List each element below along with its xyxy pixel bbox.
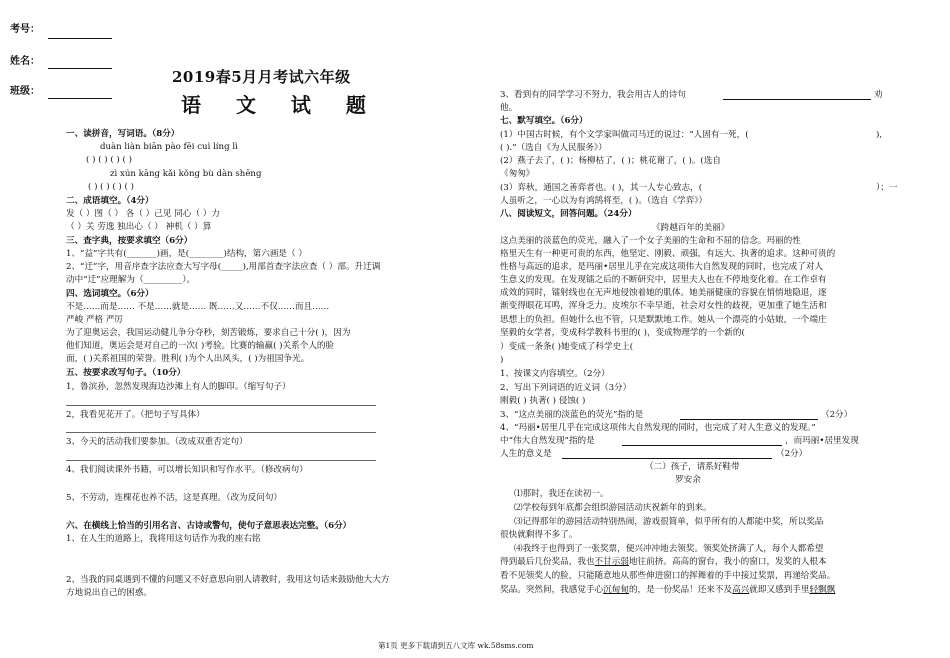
q8-title: 八、阅读短文，回答问题。（24分） [500,209,637,219]
passage2-line: 很快就剩得不多了。 [500,530,578,540]
q4-row4[interactable]: 他们知道，奥运会是对自己的一次( )考验。比赛的输赢( )关系个人的脸 [66,341,335,351]
q8-a3-answer-line[interactable] [680,419,818,420]
r-q3-prompt: 3、看到有的同学学习不努力，我会用古人的诗句 [500,90,686,100]
q7-row1-end: ), [876,130,883,140]
passage-line: 生意义的发现。在发现镭之后的不断研究中，居里夫人也在不停地变化着。在工作卓有 [500,275,827,285]
q1-pinyin-row1: duàn liàn biān pào fēi cuì líng lì [100,142,238,152]
q5-sentence3: 3、今天的活动我们要参加。（改成双重否定句） [66,437,248,447]
q3-row3[interactable]: 动中“迁”应理解为（_________）。 [66,275,196,285]
q3-row1[interactable]: 1、“益”字共有(_______)画，是(________)结构，第六画是（ ） [66,249,307,259]
q5-answer-line1[interactable] [66,405,376,406]
q5-sentence2: 2，我看见花开了。（把句子写具体） [66,410,205,420]
q8-a1: 1、按课文内容填空。（2分） [500,369,610,379]
q8-a4-line3: 人生的意义是 [500,449,552,459]
q3-title: 三、查字典，按要求填空（6分） [66,236,193,246]
q7-row6[interactable]: 人虽听之，一心以为有鸿鹄将至，( )。（选自《学弈》） [500,196,708,206]
q8-a4-line2: 中“伟大自然发现”指的是 [500,436,595,446]
q5-sentence1: 1，鲁滨孙，忽然发现海边沙滩上有人的脚印。（缩写句子） [66,382,291,392]
q2-row1[interactable]: 发（ ）图（ ） 各（ ）己见 同心（ ）力 [66,209,220,219]
q5-sentence4: 4、我们阅读课外书籍，可以增长知识和写作水平。（修改病句） [66,465,308,475]
q8-a4-line2-tail: ，而玛丽•居里发现 [785,436,859,446]
passage-line: 这点美丽的淡蓝色的荧光，融入了一个女子美丽的生命和不屈的信念。玛丽的性 [500,236,801,246]
text-span: 就即又感到手里 [749,585,810,595]
passage2-line: ⑴那时，我还在读初一。 [514,489,609,499]
q7-row2[interactable]: ( ).”（选自《为人民服务》） [500,143,607,153]
exam-title: 2019春5月月考试六年级 [172,68,351,86]
q1-blank-row2[interactable]: ( ) ( ) ( ) ( ) [88,182,134,192]
q5-title: 五、按要求改写句子。（10分） [66,368,186,378]
q5-sentence5: 5、不劳动，连棵花也养不活，这是真理。（改为反问句） [66,493,283,503]
passage-line: 思想上的负担。但她什么也不管，只是默默地工作。她从一个漂亮的小姑娘，一个端庄 [500,315,827,325]
exam-no-field[interactable] [48,38,112,39]
q8-a3: 3、“这点美丽的淡蓝色的荧光”指的是 [500,410,644,420]
q8-a3-score: （2分） [821,410,853,420]
q6-title: 六、在横线上恰当的引用名言、古诗或警句，使句子意思表达完整。（6分） [66,521,352,531]
q6-sentence1: 1、在人生的道路上，我将用这句话作为我的座右铭 [66,534,261,544]
class-label: 班级： [10,86,40,97]
passage-line: 性格与高远的追求，是玛丽•居里儿乎在完成这项伟大自然发现的同时，也完成了对人 [500,262,824,272]
q8-a2: 2、写出下列词语的近义词（3分） [500,383,632,393]
q7-row5-end: ）；一 [876,183,898,193]
passage-fill-line1[interactable]: 坚毅的女学者，变成科学教科书里的( )，变成物理学的一个新的( [500,328,745,338]
q4-row5[interactable]: 面，( )关系祖国的荣誉。胜利( )为个人出风头，( )为祖国争光。 [66,354,310,364]
q4-row3[interactable]: 为了迎奥运会，我国运动健儿争分夺秒，刻苦锻炼，要求自己十分( )，因为 [66,328,351,338]
q4-row2: 严峻 严格 严厉 [66,315,124,325]
q2-row2[interactable]: （ ）关 劳逸 独出心（ ） 神机（ ）算 [66,222,212,232]
passage-line: 成效的同时，镭射线也在无声地侵蚀着她的肌体。她美丽健康的容貌在悄悄地隐退，逐 [500,288,827,298]
exam-no-label: 考号： [10,24,40,35]
q7-title: 七、默写填空。（6分） [500,116,588,126]
q8-a4-score: （2分） [776,449,808,459]
q6-sentence2a: 2、当我的同桌遇到不懂的问题又不好意思向别人请教时，我用这句话来鼓励他大大方 [66,575,390,585]
q4-row1: 不是……而是…… 不是……就是…… 既……又……不仅……而且…… [66,302,330,312]
page-footer: 第1页 更多下载请到五八文库 wk.58sms.com [378,641,534,650]
q5-answer-line3[interactable] [66,460,376,461]
r-q3-suffix: 劝 [874,90,883,100]
passage2-line: ⑷我终于也得到了一张奖票，便兴冲冲地去领奖。领奖处挤满了人，每个人都希望 [514,544,824,554]
q7-row4: 《匆匆》 [500,169,535,179]
underlined-word: 高兴 [732,585,750,595]
passage2-author: 罗安余 [675,475,701,485]
passage2-line: ⑵学校每到年底都会组织游园活动庆祝新年的到来。 [514,503,712,513]
q7-row5[interactable]: (3）弈秋，通国之善弈者也。( )，其一人专心致志，( [500,183,703,193]
q6-sentence2b: 方地说出自己的困惑。 [66,588,152,598]
q5-answer-line2[interactable] [66,432,376,433]
q7-row1[interactable]: (1）中国古时候，有个文学家叫做司马迁的说过：“人固有一死，( [500,130,749,140]
passage-fill-line3: ) [500,355,504,365]
q2-title: 二、成语填空。（4分） [66,196,154,206]
name-label: 姓名： [10,56,40,67]
passage-fill-line2[interactable]: ）变成一条条( )她变成了科学史上( [500,342,634,352]
passage-line: 渐变得眼花耳鸣，浑身乏力。皮埃尔不幸早逝，社会对女性的歧视，更加重了她生活和 [500,301,827,311]
name-field[interactable] [48,68,112,69]
q8-a2-row[interactable]: 刚毅( ) 执著( ) 侵蚀( ) [500,396,586,406]
passage-line: 格里天生有一种更可贵的东西，他坚定、刚毅、顽强，有远大、执著的追求。这种可贵的 [500,249,836,259]
exam-subtitle: 语 文 试 题 [181,93,380,117]
r-q3-answer-line[interactable] [723,99,871,100]
class-field[interactable] [48,98,112,99]
underlined-word: 轻飘飘 [809,585,836,595]
q4-title: 四、选词填空。（6分） [66,289,154,299]
q8-a4: 4、“玛丽•居里几乎在完成这项伟大自然发现的同时，也完成了对人生意义的发现。” [500,423,816,433]
q7-row3[interactable]: (2）燕子去了，( )；杨柳枯了，( )；桃花谢了，( )。(选自 [500,156,721,166]
underlined-word: 不甘示弱 [594,557,629,567]
passage2-title: （二）孩子，请系好鞋带 [645,462,740,472]
underlined-word: 沉甸甸 [603,585,629,595]
q8-passage-title: 《跨越百年的美丽》 [652,223,730,233]
r-q3-tail: 他。 [500,103,518,113]
q1-blank-row1[interactable]: ( ) ( ) ( ) ( ) [86,155,132,165]
q8-a4-answer-line2[interactable] [562,458,772,459]
passage2-line-underlined [500,584,835,596]
q1-pinyin-row2: zì xún kāng kǎi kǒng bù dàn shēng [110,169,262,179]
q8-a4-answer-line1[interactable] [622,445,782,446]
text-span: 奖品。突然间，我感觉手心 [500,585,604,595]
text-span: 的，是一份奖品！还来不及 [628,585,733,595]
text-span: 地往前挤。高高的窗台，我小的窗口，发奖的人根本 [628,557,827,567]
passage2-line: ⑶记得那年的游园活动特别热闹，游戏很简单，似乎所有的人都能中奖，所以奖品 [514,517,824,527]
q1-title: 一、读拼音，写词语。（8分） [66,129,180,139]
passage2-line: 看不见领奖人的脸，只能随意地从那些伸进窗口的挥舞着的手中接过奖票，再递给奖品。 [500,571,836,581]
q3-row2[interactable]: 2、“迁”字，用音序查字法应查大写字母(_____),用部首查字法应查（ ）部。升迁调 [66,262,381,272]
text-span: 得到最后几份奖品，我也 [500,557,595,567]
passage2-line-underlined [500,556,827,568]
